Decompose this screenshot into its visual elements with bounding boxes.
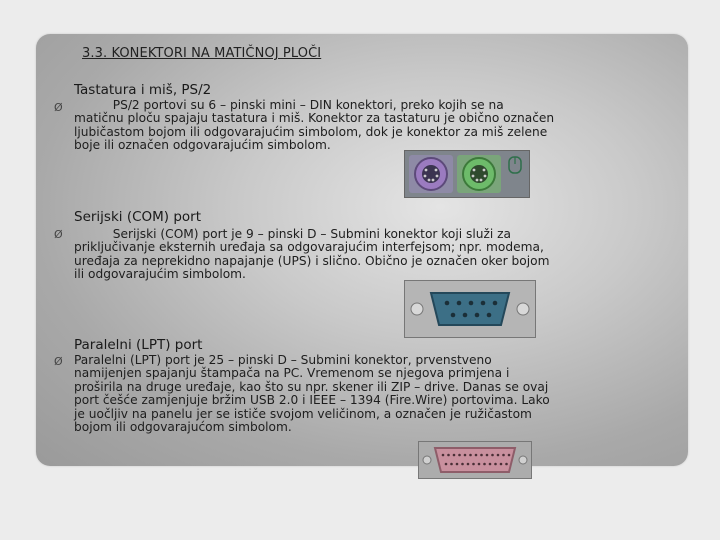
section-heading-com: Serijski (COM) port [74, 209, 202, 225]
slide-title: 3.3. KONEKTORI NA MATIČNOJ PLOČI [82, 46, 322, 61]
section-heading-lpt: Paralelni (LPT) port [74, 337, 203, 353]
section-text-com: Serijski (COM) port je 9 – pinski D – Submini konektor koji služi za priključivanje eksternih uređaja sa odgovarajućim interfejsom; npr. modema, uređaja za neprekidno napajanje (UPS) i slično. Obično je označen oker bojom ili odgovarajućim simbolom. [74, 227, 550, 282]
section-text-lpt: Paralelni (LPT) port je 25 – pinski D – Submini konektor, prvenstveno namijenjen spajanju štampača na PC. Vremenom se njegova primjena i proširila na druge uređaje, kao što su npr. skener ili ZIP – drive. Danas se ovaj port češće zamjenjuje bržim USB 2.0 i IEEE – 1394 (Fire.Wire) portovima. Lako je uočljiv na panelu jer se ističe svojom veličinom, a označen je ružičastom bojom ili odgovarajućom simbolom. [74, 353, 550, 435]
bullet-arrow-icon: Ø [54, 228, 63, 241]
parallel-port-photo [418, 441, 532, 479]
section-heading-ps2: Tastatura i miš, PS/2 [74, 82, 212, 98]
serial-port-photo [404, 280, 536, 338]
section-text-ps2: PS/2 portovi su 6 – pinski mini – DIN konektori, preko kojih se na matičnu ploču spajaju tastatura i miš. Konektor za tastaturu je obično označen ljubičastom bojom ili odgovarajućim simbolom, dok je konektor za miš zelene boje ili označen odgovarajućim simbolom. [74, 98, 555, 153]
bullet-arrow-icon: Ø [54, 355, 63, 368]
ps2-ports-photo [404, 150, 530, 198]
bullet-arrow-icon: Ø [54, 101, 63, 114]
